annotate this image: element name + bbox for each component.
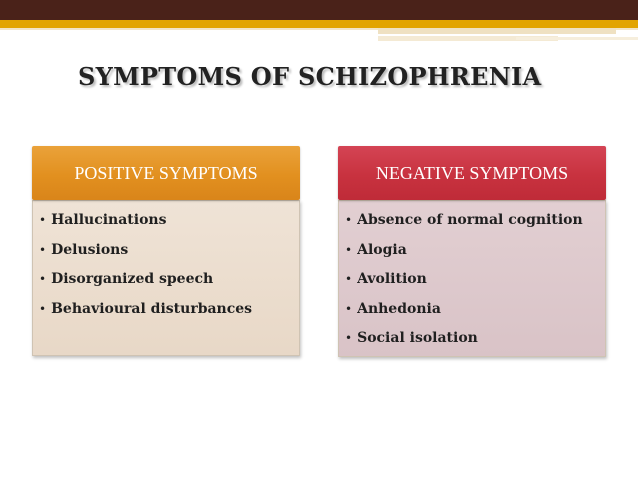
positive-symptoms-body (32, 200, 300, 356)
list-item: • Avolition (345, 271, 427, 287)
list-item: • Anhedonia (345, 300, 441, 317)
list-item: • Absence of normal cognition (345, 212, 583, 228)
bullet-icon: • (345, 213, 353, 227)
accent-strip (378, 28, 616, 34)
accent-bar (0, 20, 638, 28)
top-decorative-bar (0, 0, 638, 20)
list-item: • Social isolation (345, 330, 478, 346)
slide-title: SYMPTOMS OF SCHIZOPHRENIA (78, 62, 542, 91)
negative-symptoms-list (345, 206, 583, 354)
list-item: • Delusions (39, 241, 129, 258)
negative-symptoms-body (338, 200, 606, 357)
bullet-icon: • (39, 242, 47, 257)
bullet-icon: • (39, 272, 47, 286)
bullet-icon: • (345, 272, 353, 286)
list-item: • Hallucinations (39, 212, 167, 228)
positive-symptoms-card (32, 146, 300, 356)
list-item: • Disorganized speech (39, 271, 214, 287)
bullet-icon: • (345, 331, 353, 345)
bullet-icon: • (39, 301, 47, 316)
positive-symptoms-heading: POSITIVE SYMPTOMS (32, 146, 300, 200)
list-item: • Behavioural disturbances (39, 300, 253, 317)
positive-symptoms-list (39, 206, 252, 324)
accent-strip (516, 37, 638, 40)
bullet-icon: • (39, 213, 47, 227)
bullet-icon: • (345, 242, 353, 257)
negative-symptoms-card (338, 146, 606, 357)
list-item: • Alogia (345, 241, 407, 258)
bullet-icon: • (345, 301, 353, 316)
negative-symptoms-heading: NEGATIVE SYMPTOMS (338, 146, 606, 200)
